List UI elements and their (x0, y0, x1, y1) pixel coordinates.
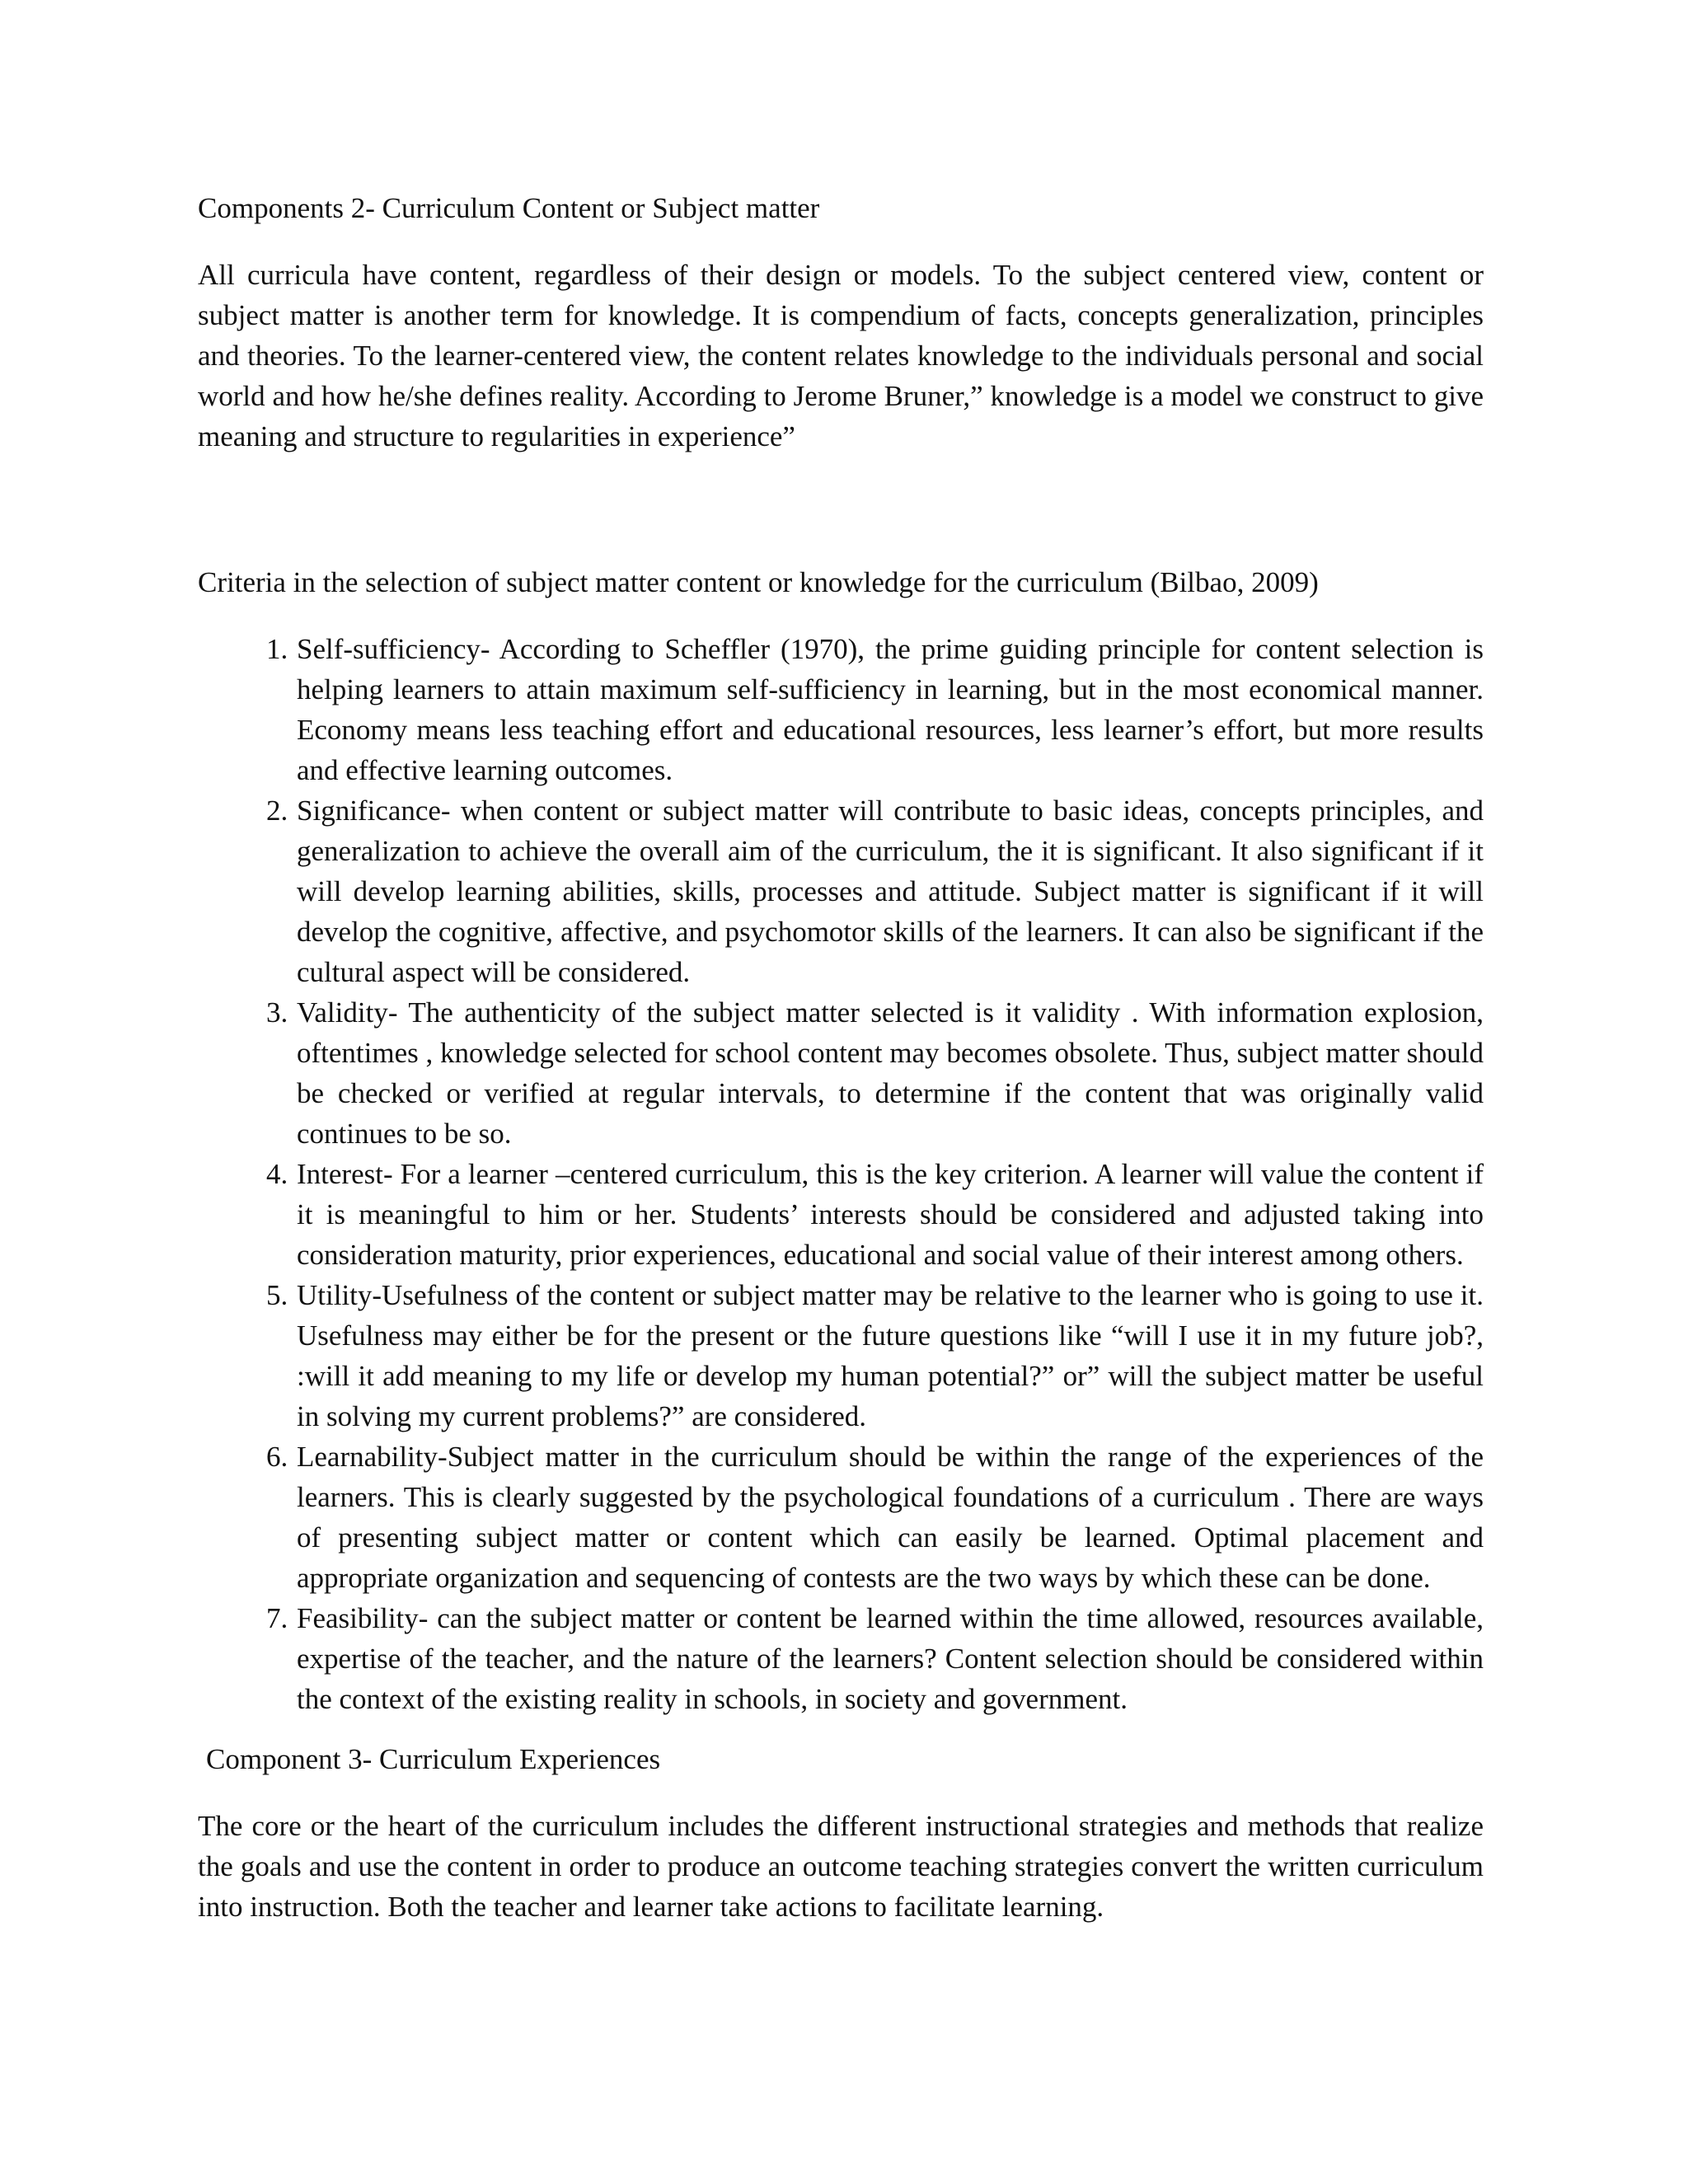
intro-paragraph: All curricula have content, regardless of their design or models. To the subject centered view, content or subject matter is another term for knowledge. It is compendium of facts, concepts generalization, principles and theories. To the learner-centered view, the content relates knowledge to the individuals personal and social world and how he/she defines reality. According to Jerome Bruner,” knowledge is a model we construct to give meaning and structure to regularities in experience” (198, 259, 1484, 452)
criteria-item-validity: 3. Validity- The authenticity of the subject matter selected is it validity . With information explosion, oftentimes , knowledge selected for school content may becomes obsolete. Thus, subject matter should be checked or verified at regular intervals, to determine if the content that was originally valid continues to be so. (295, 992, 1484, 1154)
criteria-item-utility: 5. Utility-Usefulness of the content or subject matter may be relative to the learner who is going to use it. Usefulness may either be for the present or the future questions like “will I use it in my future job?, :will it add meaning to my life or develop my human potential?” or” will the subject matter be useful in solving my current problems?” are considered. (295, 1275, 1484, 1436)
criteria-intro: Criteria in the selection of subject matter content or knowledge for the curriculum (Bilbao, 2009) (198, 566, 1319, 598)
criteria-item-learnability: 6. Learnability-Subject matter in the curriculum should be within the range of the experiences of the learners. This is clearly suggested by the psychological foundations of a curriculum . There are ways of presenting subject matter or content which can easily be learned. Optimal placement and appropriate organization and sequencing of contests are the two ways by which these can be done. (295, 1436, 1484, 1598)
criteria-item-self-sufficiency: 1. Self-sufficiency- According to Scheffler (1970), the prime guiding principle for content selection is helping learners to attain maximum self-sufficiency in learning, but in the most economical manner. Economy means less teaching effort and educational resources, less learner’s effort, but more results and effective learning outcomes. (295, 629, 1484, 790)
criteria-item-interest: 4. Interest- For a learner –centered curriculum, this is the key criterion. A learner will value the content if it is meaningful to him or her. Students’ interests should be considered and adjusted taking into consideration maturity, prior experiences, educational and social value of their interest among others. (295, 1154, 1484, 1275)
criteria-item-significance: 2. Significance- when content or subject matter will contribute to basic ideas, concepts principles, and generalization to achieve the overall aim of the curriculum, the it is significant. It also significant if it will develop learning abilities, skills, processes and attitude. Subject matter is significant if it will develop the cognitive, affective, and psychomotor skills of the learners. It can also be significant if the cultural aspect will be considered. (295, 790, 1484, 992)
criteria-list (198, 629, 1484, 1719)
criteria-item-feasibility: 7. Feasibility- can the subject matter or content be learned within the time allowed, resources available, expertise of the teacher, and the nature of the learners? Content selection should be considered within the context of the existing reality in schools, in society and government. (295, 1598, 1484, 1719)
experiences-paragraph: The core or the heart of the curriculum includes the different instructional strategies and methods that realize the goals and use the content in order to produce an outcome teaching strategies convert the written curriculum into instruction. Both the teacher and learner take actions to facilitate learning. (198, 1810, 1484, 1923)
section-spacer (198, 457, 1484, 562)
document-body (198, 188, 1484, 1927)
section-heading-component-2: Components 2- Curriculum Content or Subject matter (198, 192, 820, 224)
section-heading-component-3: Component 3- Curriculum Experiences (206, 1743, 661, 1775)
